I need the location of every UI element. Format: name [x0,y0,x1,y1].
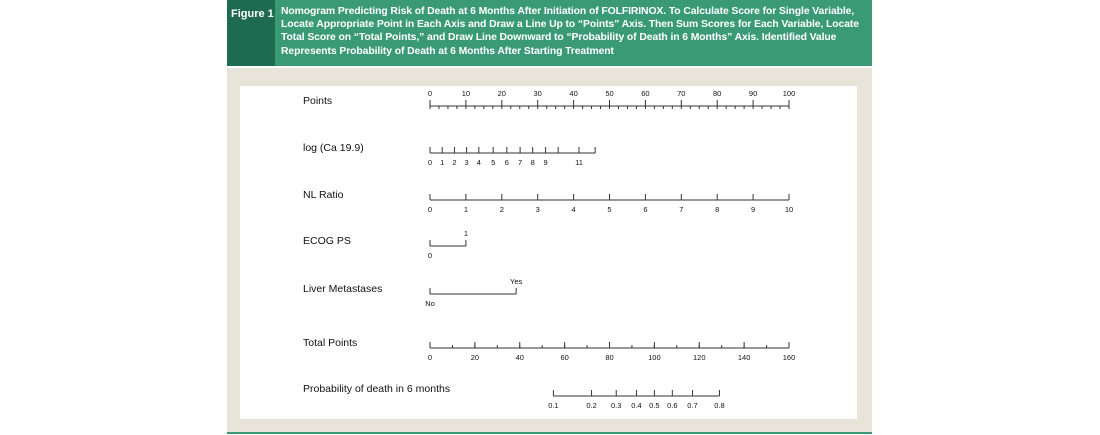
row-label-points: Points [303,95,333,107]
tick-label-points: 40 [569,89,578,98]
tick-label-nl-ratio: 0 [427,205,433,214]
tick-label-log-ca-19-9: 8 [530,158,535,167]
tick-label-log-ca-19-9: 1 [440,158,445,167]
tick-label-total-points: 20 [470,353,480,362]
tick-label-nl-ratio: 6 [643,205,648,214]
tick-label-probability-of-death-in-6-months: 0.4 [631,401,642,410]
row-label-probability-of-death-in-6-months: Probability of death in 6 months [303,383,451,395]
tick-label-total-points: 140 [737,353,751,362]
tick-label-nl-ratio: 9 [751,205,756,214]
tick-label-points: 0 [427,89,433,98]
row-label-total-points: Total Points [303,337,358,349]
tick-label-points: 100 [782,89,796,98]
figure-caption: Nomogram Predicting Risk of Death at 6 Months After Initiation of FOLFIRINOX. To Calculate Score for Single Variable, Locate Appropriate Point in Each Axis and Draw a Line Up to “Points” Axis. Then Sum Scores for Each Variable, Locate Total Score on “Total Points,” and Draw Line Downward to “Probability of Death in 6 Months” Axis. Identified Value Represents Probability of Death at 6 Months After Starting Treatment [281,6,859,57]
row-label-nl-ratio: NL Ratio [303,189,344,201]
tick-label-nl-ratio: 3 [535,205,540,214]
tick-label-points: 70 [677,89,686,98]
bottom-rule [227,432,872,434]
tick-label-nl-ratio: 8 [715,205,720,214]
tick-label-probability-of-death-in-6-months: 0.8 [714,401,725,410]
tick-label-points: 20 [497,89,506,98]
row-label-log-ca-19-9: log (Ca 19.9) [303,142,364,154]
figure-frame [227,68,872,432]
tick-label-points: 50 [605,89,614,98]
tick-label-log-ca-19-9: 5 [491,158,496,167]
tick-label-log-ca-19-9: 6 [504,158,509,167]
tick-label-liver-metastases: No [425,299,435,308]
tick-label-total-points: 120 [692,353,706,362]
row-label-ecog-ps: ECOG PS [303,235,351,247]
tick-label-points: 80 [713,89,722,98]
row-label-liver-metastases: Liver Metastases [303,283,383,295]
tick-label-ecog-ps: 0 [427,251,433,260]
figure [227,0,872,435]
tick-label-nl-ratio: 10 [784,205,794,214]
tick-label-points: 10 [461,89,471,98]
tick-label-points: 30 [533,89,542,98]
tick-label-total-points: 0 [427,353,433,362]
tick-label-total-points: 40 [515,353,524,362]
tick-label-points: 60 [641,89,650,98]
tick-label-probability-of-death-in-6-months: 0.3 [611,401,622,410]
figure-header [227,0,872,66]
tick-label-total-points: 60 [560,353,569,362]
tick-label-total-points: 160 [782,353,796,362]
tick-label-points: 90 [748,89,758,98]
tick-label-probability-of-death-in-6-months: 0.7 [687,401,698,410]
tick-label-nl-ratio: 4 [571,205,576,214]
tick-label-log-ca-19-9: 11 [575,158,583,167]
tick-label-liver-metastases: Yes [510,277,523,286]
tick-label-ecog-ps: 1 [463,229,468,238]
tick-label-log-ca-19-9: 2 [452,158,457,167]
tick-label-nl-ratio: 2 [499,205,504,214]
tick-label-log-ca-19-9: 9 [543,158,548,167]
tick-label-log-ca-19-9: 3 [464,158,469,167]
tick-label-probability-of-death-in-6-months: 0.1 [548,401,559,410]
tick-label-log-ca-19-9: 7 [518,158,523,167]
figure-label: Figure 1 [227,0,275,66]
tick-label-probability-of-death-in-6-months: 0.6 [667,401,678,410]
tick-label-nl-ratio: 7 [679,205,684,214]
tick-label-nl-ratio: 5 [607,205,612,214]
nomogram-panel [240,86,857,419]
nomogram-chart [240,86,857,419]
tick-label-probability-of-death-in-6-months: 0.5 [649,401,660,410]
tick-label-total-points: 100 [648,353,661,362]
tick-label-nl-ratio: 1 [463,205,468,214]
tick-label-probability-of-death-in-6-months: 0.2 [586,401,597,410]
tick-label-total-points: 80 [605,353,614,362]
tick-label-log-ca-19-9: 0 [427,158,433,167]
tick-label-log-ca-19-9: 4 [476,158,481,167]
